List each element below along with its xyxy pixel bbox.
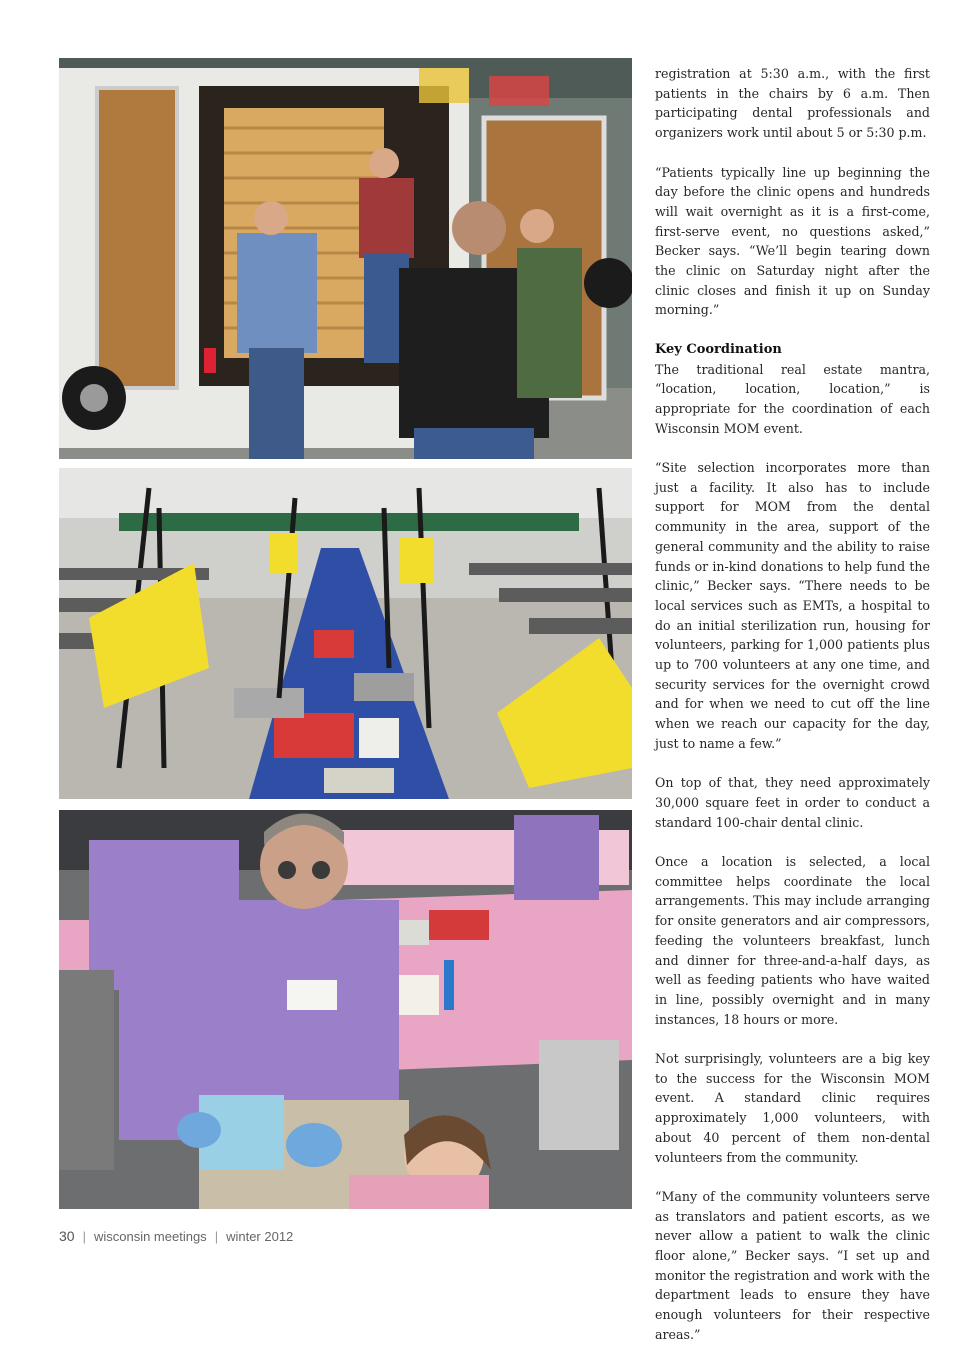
photo-dentist-with-child <box>59 810 632 1209</box>
photo-dental-clinic-floor <box>59 468 632 799</box>
article-paragraph: Once a location is selected, a local committee helps coordinate the local arrangements. This may include arranging for onsite generators and air compressors, feeding the volunteers breakfast, lunch and dinner for three-and-a-half days, as well as feeding patients who have waited in line, possibly overnight and in many instances, 18 hours or more. <box>655 854 930 1027</box>
page-footer <box>59 1227 293 1245</box>
page-number: 30 <box>59 1228 75 1244</box>
article-paragraph: “Patients typically line up beginning the day before the clinic opens and hundreds will wait overnight as it is a first-come, first-serve event, no questions asked,” Becker says. “We’ll begin tearing down the clinic on Saturday night after the clinic closes and finish it up on Sunday morning.” <box>655 164 930 318</box>
article-column <box>655 64 930 1345</box>
article-paragraph: On top of that, they need approximately 30,000 square feet in order to conduct a standard 100-chair dental clinic. <box>655 775 930 830</box>
article-paragraph: registration at 5:30 a.m., with the first patients in the chairs by 6 a.m. Then participating dental professionals and organizers work until about 5 or 5:30 p.m. <box>655 66 930 141</box>
article-paragraph: The traditional real estate mantra, “location, location, location,” is appropriate for the coordination of each Wisconsin MOM event. <box>655 361 930 436</box>
article-paragraph: “Site selection incorporates more than just a facility. It also has to include support for MOM from the dental community in the area, support of the general community and the ability to raise funds or in-kind donations to help fund the clinic,” Becker says. “There needs to be local services such as EMTs, a hospital to do an initial sterilization run, housing for volunteers, parking for 1,000 patients plus up to 700 volunteers at any one time, and security services for the overnight crowd and for when we need to cut off the line when we reach our capacity for the day, just to name a few.” <box>655 460 930 751</box>
issue-date: winter 2012 <box>226 1228 294 1244</box>
photo-truck-unloading <box>59 58 632 459</box>
footer-separator: | <box>214 1228 219 1244</box>
footer-separator: | <box>82 1228 86 1244</box>
publication-name: wisconsin meetings <box>93 1228 207 1244</box>
article-paragraph: “Many of the community volunteers serve as translators and patient escorts, as we never allow a patient to walk the clinic floor alone,” Becker says. “I set up and monitor the registration and work with the department leads to ensure they have enough volunteers for their respective areas.” <box>655 1188 930 1342</box>
article-paragraph: Not surprisingly, volunteers are a big key to the success for the Wisconsin MOM event. A standard clinic requires approximately 1,000 volunteers, with about 40 percent of them non-dental volunteers from the community. <box>655 1051 930 1165</box>
section-heading: Key Coordination <box>655 341 782 357</box>
